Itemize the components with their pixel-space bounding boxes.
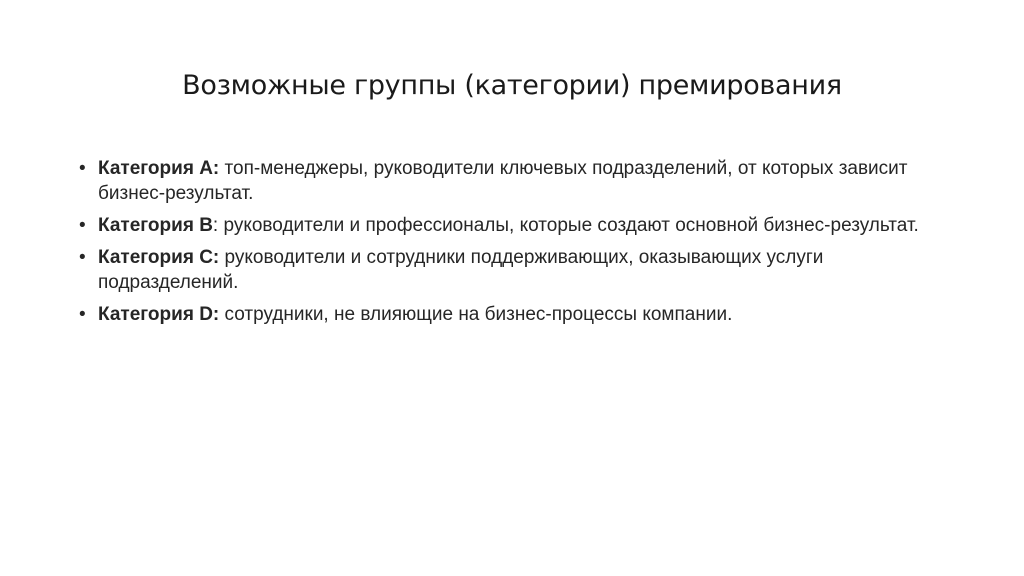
category-label: Категория В — [98, 215, 213, 236]
category-label: Категория D: — [98, 304, 220, 325]
category-description: руководители и сотрудники поддерживающих, оказывающих услуги подразделений. — [98, 247, 824, 293]
category-label: Категория А: — [98, 158, 220, 179]
bullet-icon: • — [79, 215, 86, 236]
bullet-icon: • — [79, 158, 86, 179]
category-list — [76, 156, 956, 334]
category-description: : руководители и профессионалы, которые создают основной бизнес-результат. — [212, 215, 919, 236]
list-item-category-a — [76, 156, 956, 206]
list-item-category-c — [76, 245, 956, 295]
category-description: сотрудники, не влияющие на бизнес-процессы компании. — [219, 304, 733, 325]
category-label: Категория С: — [98, 247, 220, 268]
bullet-icon: • — [79, 304, 86, 325]
list-item-category-d — [76, 302, 956, 327]
category-description: топ-менеджеры, руководители ключевых подразделений, от которых зависит бизнес-результат. — [98, 158, 908, 204]
list-item-category-b — [76, 213, 956, 238]
slide-title: Возможные группы (категории) премирования — [182, 70, 842, 101]
bullet-icon: • — [79, 247, 86, 268]
